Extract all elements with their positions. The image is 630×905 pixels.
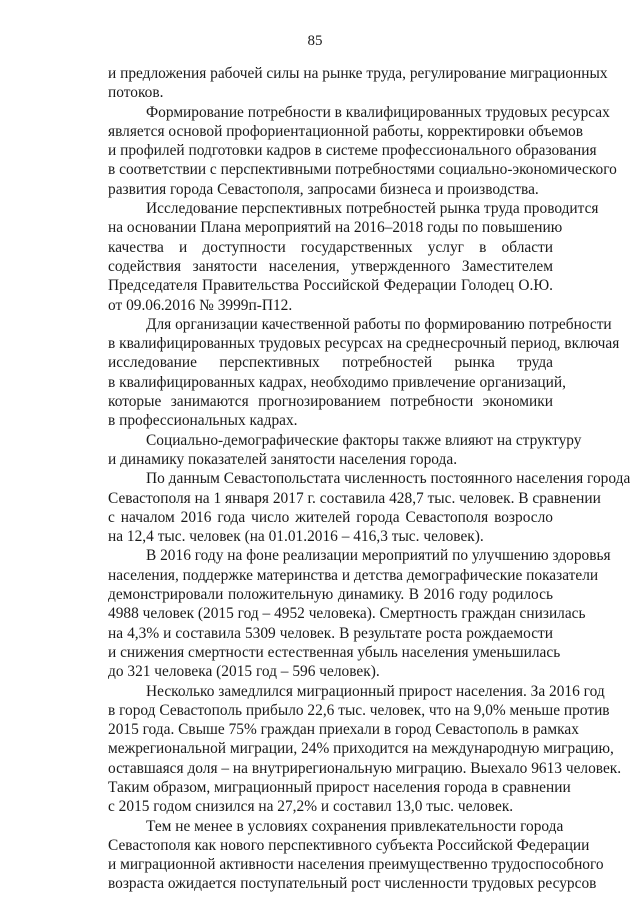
text-line: Формирование потребности в квалифицированных трудовых ресурсах	[146, 103, 610, 121]
paragraph	[108, 103, 617, 199]
text-line: исследование перспективных потребностей рынка труда	[108, 354, 553, 372]
text-line: Севастополя на 1 января 2017 г. составила 428,7 тыс. человек. В сравнении	[108, 489, 601, 507]
text-line: от 09.06.2016 № 3999п-П12.	[108, 296, 293, 314]
paragraph	[108, 469, 630, 546]
text-line: Председателя Правительства Российской Федерации Голодец О.Ю.	[108, 277, 553, 295]
text-line: с началом 2016 года число жителей города Севастополя возросло	[108, 508, 553, 526]
text-line: В 2016 году на фоне реализации мероприятий по улучшению здоровья	[146, 547, 611, 565]
text-line: 4988 человек (2015 год – 4952 человека). Смертность граждан снизилась	[108, 605, 586, 623]
text-line: которые занимаются прогнозированием потребности экономики	[108, 393, 553, 411]
text-line: Социально-демографические факторы также влияют на структуру	[146, 431, 582, 449]
paragraph	[108, 817, 604, 894]
document-body	[108, 64, 630, 894]
text-line: населения, поддержке материнства и детства демографические показатели	[108, 566, 599, 584]
text-line: в квалифицированных трудовых ресурсах на среднесрочный период, включая	[108, 335, 620, 353]
text-line: оставшаяся доля – на внутрирегиональную миграцию. Выехало 9613 человек.	[108, 759, 622, 777]
text-line: на 4,3% и составила 5309 человек. В результате роста рождаемости	[108, 624, 553, 642]
text-line: Несколько замедлился миграционный прирост населения. За 2016 год	[146, 682, 605, 700]
text-line: Таким образом, миграционный прирост населения города в сравнении	[108, 778, 571, 796]
text-line: 2015 года. Свыше 75% граждан приехали в город Севастополь в рамках	[108, 721, 579, 739]
paragraph	[108, 315, 620, 431]
text-line: По данным Севастопольстата численность постоянного населения города	[146, 470, 630, 488]
text-line: и профилей подготовки кадров в системе профессионального образования	[108, 142, 597, 160]
paragraph	[108, 199, 599, 315]
text-line: в соответствии с перспективными потребностями социально-экономического	[108, 161, 617, 179]
paragraph	[108, 546, 611, 681]
text-line: и миграционной активности населения преимущественно трудоспособного	[108, 856, 604, 874]
text-line: качества и доступности государственных услуг в области	[108, 238, 553, 256]
text-line: с 2015 годом снизился на 27,2% и составил 13,0 тыс. человек.	[108, 798, 514, 816]
text-line: Севастополя как нового перспективного субъекта Российской Федерации	[108, 836, 590, 854]
text-line: демонстрировали положительную динамику. В 2016 году родилось	[108, 586, 553, 604]
text-line: до 321 человека (2015 год – 596 человек).	[108, 663, 380, 681]
text-line: в профессиональных кадрах.	[108, 412, 298, 430]
text-line: и снижения смертности естественная убыль населения уменьшилась	[108, 643, 561, 661]
text-line: потоков.	[108, 84, 164, 102]
text-line: содействия занятости населения, утвержденного Заместителем	[108, 257, 553, 275]
paragraph	[108, 431, 582, 470]
text-line: возраста ожидается поступательный рост численности трудовых ресурсов	[108, 875, 597, 893]
paragraph	[108, 64, 608, 103]
text-line: межрегиональной миграции, 24% приходится на международную миграцию,	[108, 740, 614, 758]
text-line: Исследование перспективных потребностей рынка труда проводится	[146, 200, 599, 218]
text-line: и динамику показателей занятости населения города.	[108, 450, 458, 468]
text-line: Для организации качественной работы по формированию потребности	[146, 315, 612, 333]
text-line: на 12,4 тыс. человек (на 01.01.2016 – 416,3 тыс. человек).	[108, 528, 484, 546]
text-line: в город Севастополь прибыло 22,6 тыс. человек, что на 9,0% меньше против	[108, 701, 610, 719]
text-line: на основании Плана мероприятий на 2016–2018 годы по повышению	[108, 219, 563, 237]
text-line: является основой профориентационной работы, корректировки объемов	[108, 122, 583, 140]
text-line: развития города Севастополя, запросами бизнеса и производства.	[108, 180, 539, 198]
paragraph	[108, 682, 622, 817]
page-number: 85	[307, 33, 323, 49]
text-line: и предложения рабочей силы на рынке труда, регулирование миграционных	[108, 65, 608, 82]
text-line: Тем не менее в условиях сохранения привлекательности города	[146, 817, 564, 835]
text-line: в квалифицированных кадрах, необходимо привлечение организаций,	[108, 373, 566, 391]
